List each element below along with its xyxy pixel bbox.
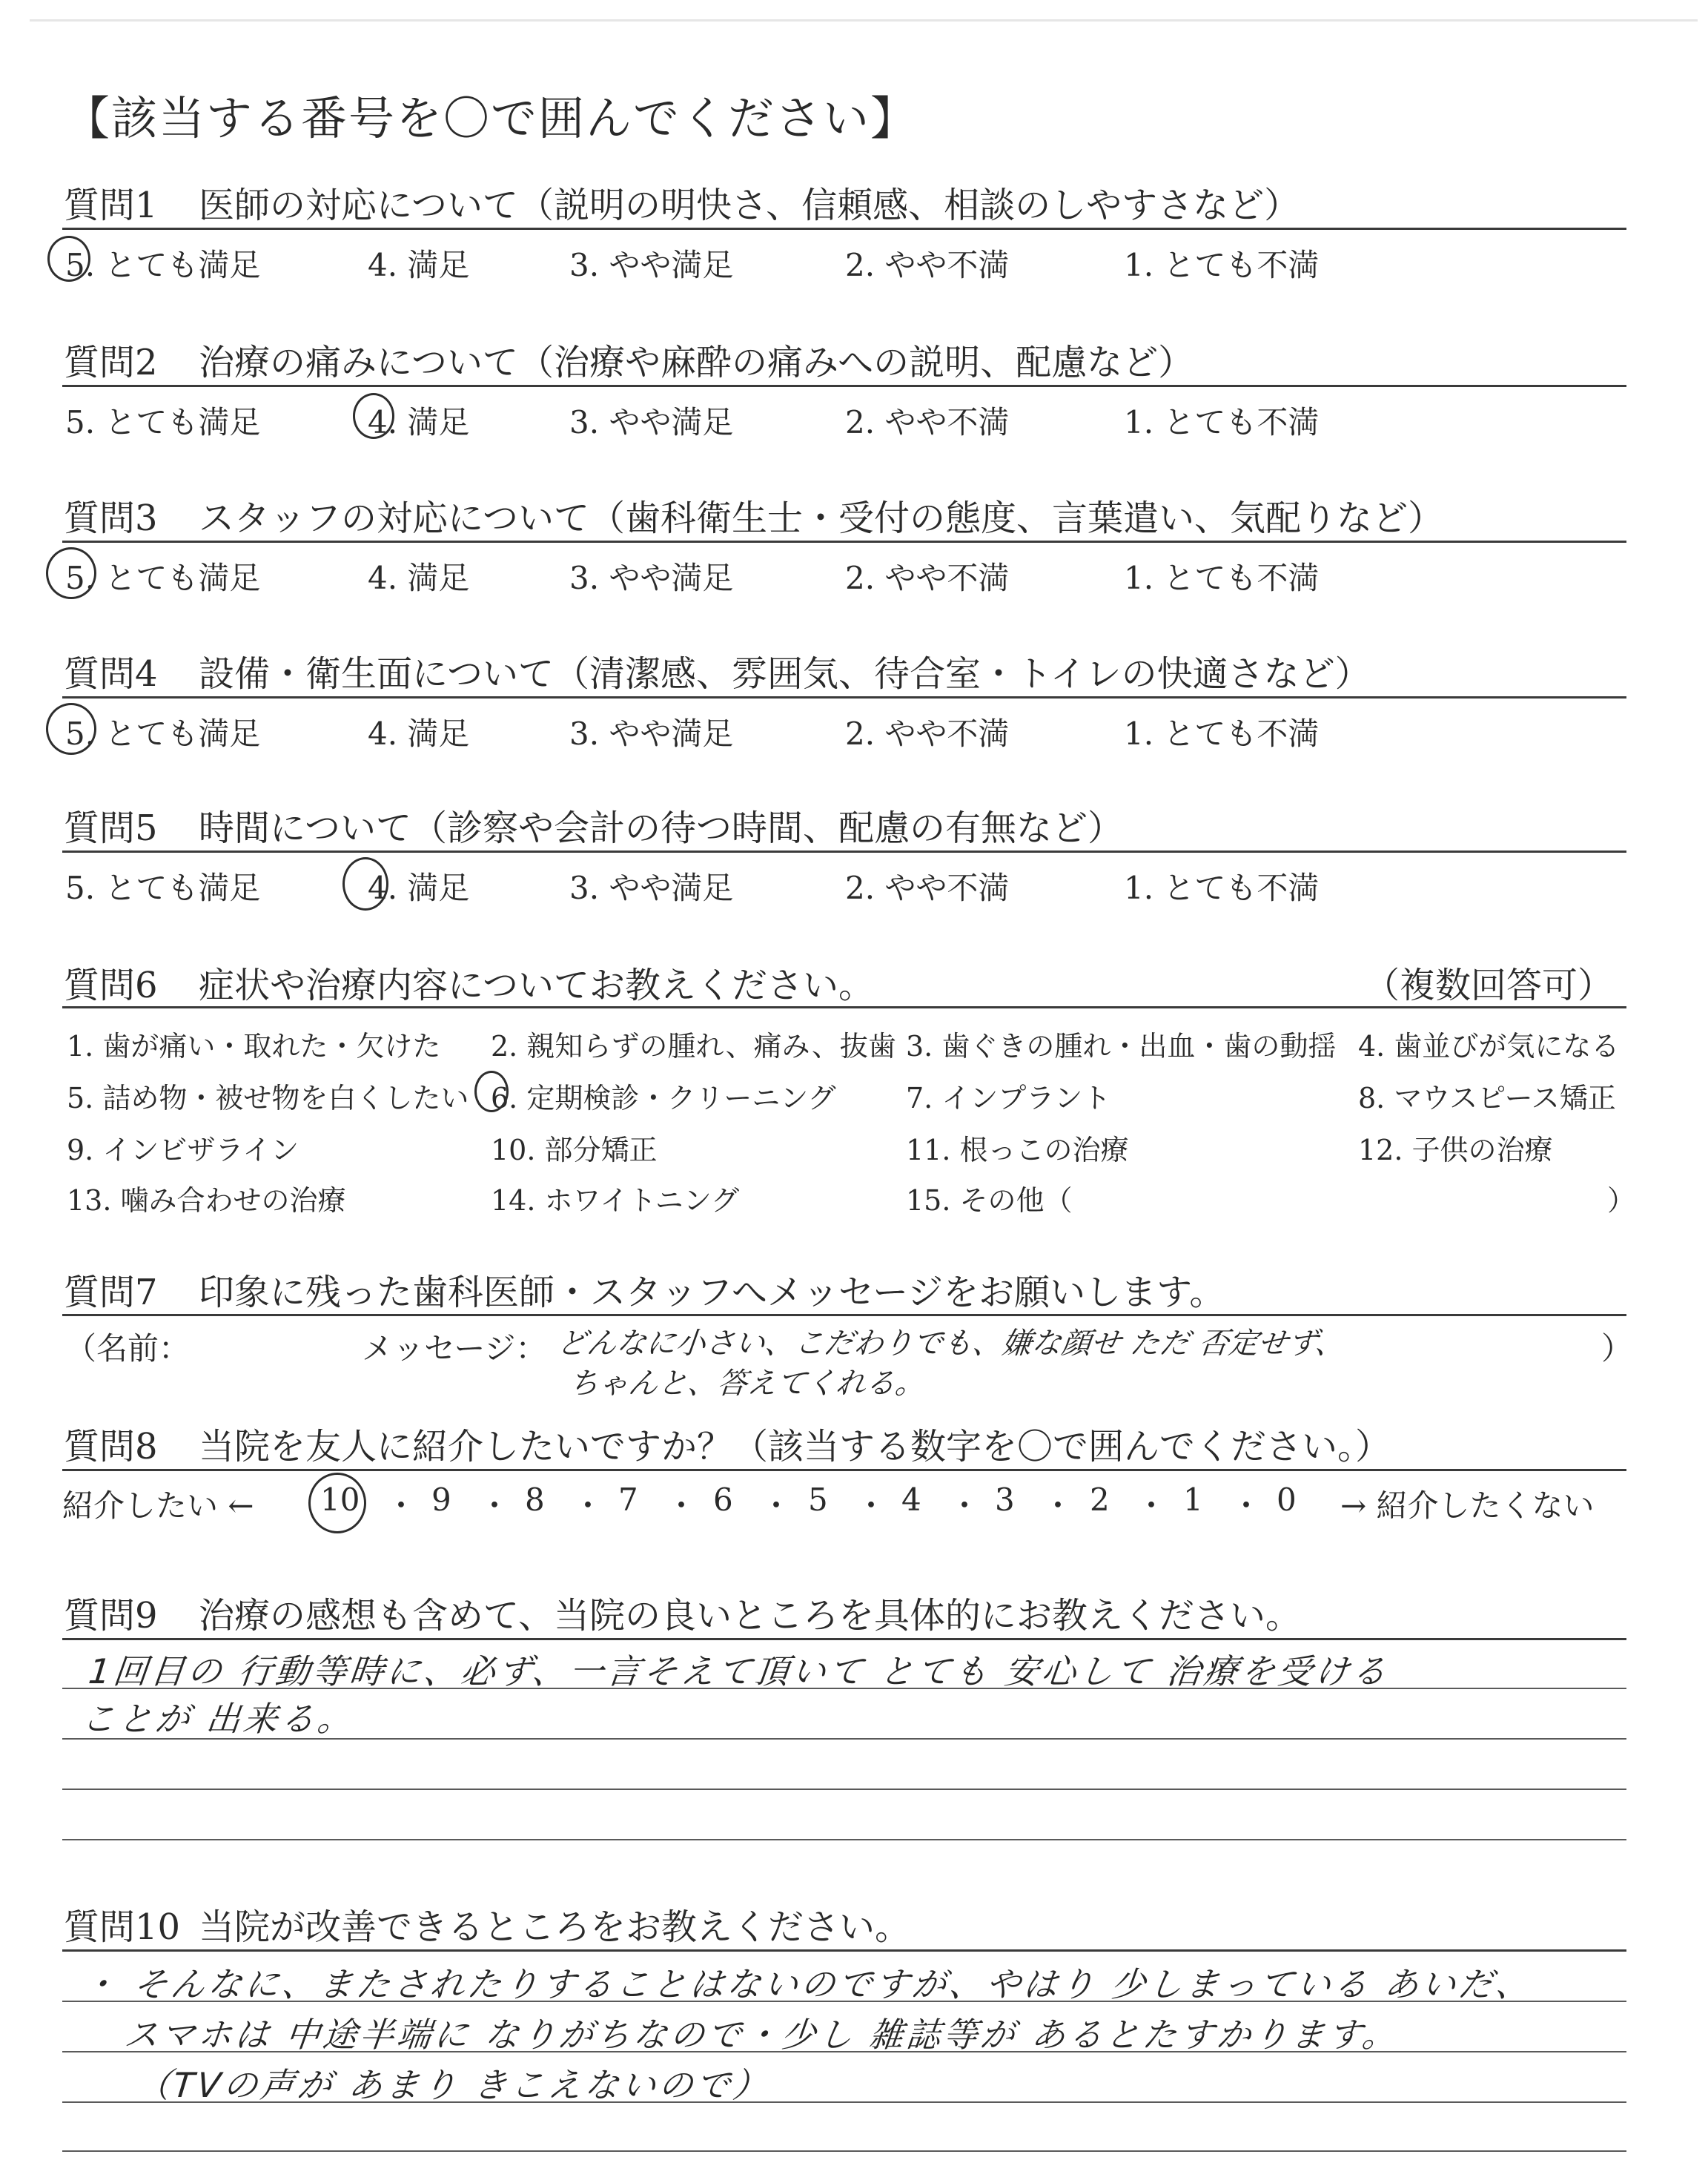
q6-opt-10[interactable]: 10. 部分矯正 [491,1134,658,1166]
q1-opt-1[interactable]: 1. とても不満 [1124,247,1320,283]
q5-opt-5[interactable]: 5. とても満足 [65,870,261,906]
q6-note: （複数回答可） [1364,965,1614,1006]
q6-opt-3[interactable]: 3. 歯ぐきの腫れ・出血・歯の動揺 [906,1030,1337,1063]
q8-scale-7[interactable]: 7 [618,1482,638,1518]
q8-dot-6: ・ [855,1487,887,1524]
q7-message-close: ） [1601,1330,1633,1367]
q1-opt-4[interactable]: 4. 満足 [368,247,470,283]
q8-dot-4: ・ [666,1487,698,1524]
q1-label: 質問1 [64,185,158,226]
q6-opt-14[interactable]: 14. ホワイトニング [491,1184,740,1217]
q8-text: 当院を友人に紹介したいですか？（該当する数字を〇で囲んでください。） [199,1426,1391,1467]
q4-text: 設備・衛生面について（清潔感、雰囲気、待合室・トイレの快適さなど） [199,653,1371,695]
q8-scale-6[interactable]: 6 [713,1482,733,1518]
q6-opt-5[interactable]: 5. 詰め物・被せ物を白くしたい [67,1082,469,1114]
q10-answer-line-4 [62,2150,1626,2152]
q5-opt-3[interactable]: 3. やや満足 [569,870,734,906]
q4-opt-3[interactable]: 3. やや満足 [569,716,734,752]
q5-opt-2[interactable]: 2. やや不満 [845,870,1010,906]
q5-text: 時間について（診察や会計の待つ時間、配慮の有無など） [199,807,1124,849]
q10-rule [62,1949,1626,1952]
q8-scale-2[interactable]: 2 [1090,1482,1110,1518]
q7-message-handwriting-1: どんなに小さい、こだわりでも、嫌な顔せ ただ 否定せず、 [555,1327,1347,1361]
q3-opt-5[interactable]: 5. とても満足 [65,560,261,596]
q3-label: 質問3 [64,498,158,539]
q1-answer-circle [47,236,90,282]
q6-opt-11[interactable]: 11. 根っこの治療 [906,1134,1129,1166]
q1-opt-3[interactable]: 3. やや満足 [569,247,734,283]
q8-dot-3: ・ [572,1487,604,1524]
q4-label: 質問4 [64,653,158,695]
q5-label: 質問5 [64,807,158,849]
q8-scale-8[interactable]: 8 [525,1482,545,1518]
q8-left-label: 紹介したい ← [62,1487,254,1524]
q6-opt-2[interactable]: 2. 親知らずの腫れ、痛み、抜歯 [491,1030,896,1063]
q6-opt-9[interactable]: 9. インビザライン [67,1134,299,1166]
q6-opt-7[interactable]: 7. インプラント [906,1082,1111,1114]
q9-answer-line-3 [62,1789,1626,1790]
q8-dot-2: ・ [479,1487,511,1524]
q8-rule [62,1469,1626,1471]
q1-opt-2[interactable]: 2. やや不満 [845,247,1010,283]
q1-opt-5[interactable]: 5. とても満足 [65,247,261,283]
q10-answer-handwriting-2: スマホは 中途半端に なりがちなので・少し 雑誌等が あるとたすかります。 [122,2015,1402,2055]
q2-opt-3[interactable]: 3. やや満足 [569,404,734,440]
q10-label: 質問10 [64,1906,181,1948]
q4-opt-4[interactable]: 4. 満足 [368,716,470,752]
q8-dot-5: ・ [761,1487,792,1524]
q2-rule [62,385,1626,387]
q2-opt-1[interactable]: 1. とても不満 [1124,404,1320,440]
q9-rule [62,1638,1626,1640]
q5-rule [62,851,1626,853]
q6-opt-15-close: ） [1607,1184,1636,1217]
q8-answer-circle [308,1473,366,1533]
q3-opt-3[interactable]: 3. やや満足 [569,560,734,596]
q5-opt-4[interactable]: 4. 満足 [368,870,470,906]
q7-text: 印象に残った歯科医師・スタッフへメッセージをお願いします。 [199,1272,1225,1313]
page-header: 【該当する番号を〇で囲んでください】 [64,91,918,145]
q6-answer-circle [474,1071,509,1112]
q4-opt-1[interactable]: 1. とても不満 [1124,716,1320,752]
q2-opt-4[interactable]: 4. 満足 [368,404,470,440]
q1-rule [62,228,1626,230]
q2-opt-2[interactable]: 2. やや不満 [845,404,1010,440]
q3-opt-1[interactable]: 1. とても不満 [1124,560,1320,596]
q6-opt-15[interactable]: 15. その他（ [906,1184,1073,1217]
q9-answer-line-4 [62,1839,1626,1840]
q8-scale-1[interactable]: 1 [1183,1482,1203,1518]
q2-label: 質問2 [64,342,158,383]
q7-message-handwriting-2: ちゃんと、答えてくれる。 [567,1367,927,1401]
q9-answer-handwriting-2: ことが 出来る。 [79,1699,357,1739]
scan-edge [30,19,1698,22]
q6-opt-12[interactable]: 12. 子供の治療 [1358,1134,1553,1166]
q3-opt-4[interactable]: 4. 満足 [368,560,470,596]
q8-dot-8: ・ [1042,1487,1074,1524]
q6-opt-4[interactable]: 4. 歯並びが気になる [1358,1030,1620,1063]
q8-scale-0[interactable]: 0 [1277,1482,1297,1518]
q10-answer-handwriting-1: ・ そんなに、またされたりすることはないのですが、やはり 少しまっている あいだ、 [80,1964,1535,2004]
q6-opt-13[interactable]: 13. 噛み合わせの治療 [67,1184,346,1217]
q10-answer-handwriting-3: （TVの声が あまり きこえないので） [133,2065,772,2105]
q8-scale-4[interactable]: 4 [901,1482,921,1518]
q3-rule [62,541,1626,543]
q4-opt-2[interactable]: 2. やや不満 [845,716,1010,752]
q10-text: 当院が改善できるところをお教えください。 [199,1906,911,1948]
q1-text: 医師の対応について（説明の明快さ、信頼感、相談のしやすさなど） [199,185,1300,226]
q5-opt-1[interactable]: 1. とても不満 [1124,870,1320,906]
q5-answer-circle [342,857,388,911]
q6-text: 症状や治療内容についてお教えください。 [199,965,875,1006]
q6-opt-1[interactable]: 1. 歯が痛い・取れた・欠けた [67,1030,441,1063]
q9-answer-handwriting-1: 1回目の 行動等時に、必ず、一言そえて頂いて とても 安心して 治療を受ける [86,1651,1391,1691]
q7-message-label: メッセージ： [362,1330,547,1367]
q7-rule [62,1314,1626,1316]
q4-answer-circle [46,703,96,755]
q3-opt-2[interactable]: 2. やや不満 [845,560,1010,596]
q3-text: スタッフの対応について（歯科衛生士・受付の態度、言葉遣い、気配りなど） [199,498,1444,539]
q4-rule [62,696,1626,698]
q8-dot-1: ・ [385,1487,417,1524]
q9-label: 質問9 [64,1595,158,1636]
q6-rule [62,1006,1626,1008]
q8-right-label: → 紹介したくない [1340,1487,1595,1524]
q8-label: 質問8 [64,1426,158,1467]
q8-dot-10: ・ [1231,1487,1262,1524]
q8-dot-9: ・ [1136,1487,1168,1524]
q7-name-label: （名前： [65,1330,191,1367]
q7-label: 質問7 [64,1272,158,1313]
q8-scale-9[interactable]: 9 [431,1482,451,1518]
q2-opt-5[interactable]: 5. とても満足 [65,404,261,440]
q2-answer-circle [353,393,394,439]
q8-dot-7: ・ [949,1487,981,1524]
q8-scale-5[interactable]: 5 [808,1482,828,1518]
q2-text: 治療の痛みについて（治療や麻酔の痛みへの説明、配慮など） [199,342,1194,383]
q6-label: 質問6 [64,965,158,1006]
q9-text: 治療の感想も含めて、当院の良いところを具体的にお教えください。 [199,1595,1302,1636]
q8-scale-10[interactable]: 10 [320,1482,360,1518]
q4-opt-5[interactable]: 5. とても満足 [65,716,261,752]
q6-opt-6[interactable]: 6. 定期検診・クリーニング [491,1082,836,1114]
q3-answer-circle [46,547,96,599]
q6-opt-8[interactable]: 8. マウスピース矯正 [1358,1082,1616,1114]
q8-scale-3[interactable]: 3 [995,1482,1015,1518]
